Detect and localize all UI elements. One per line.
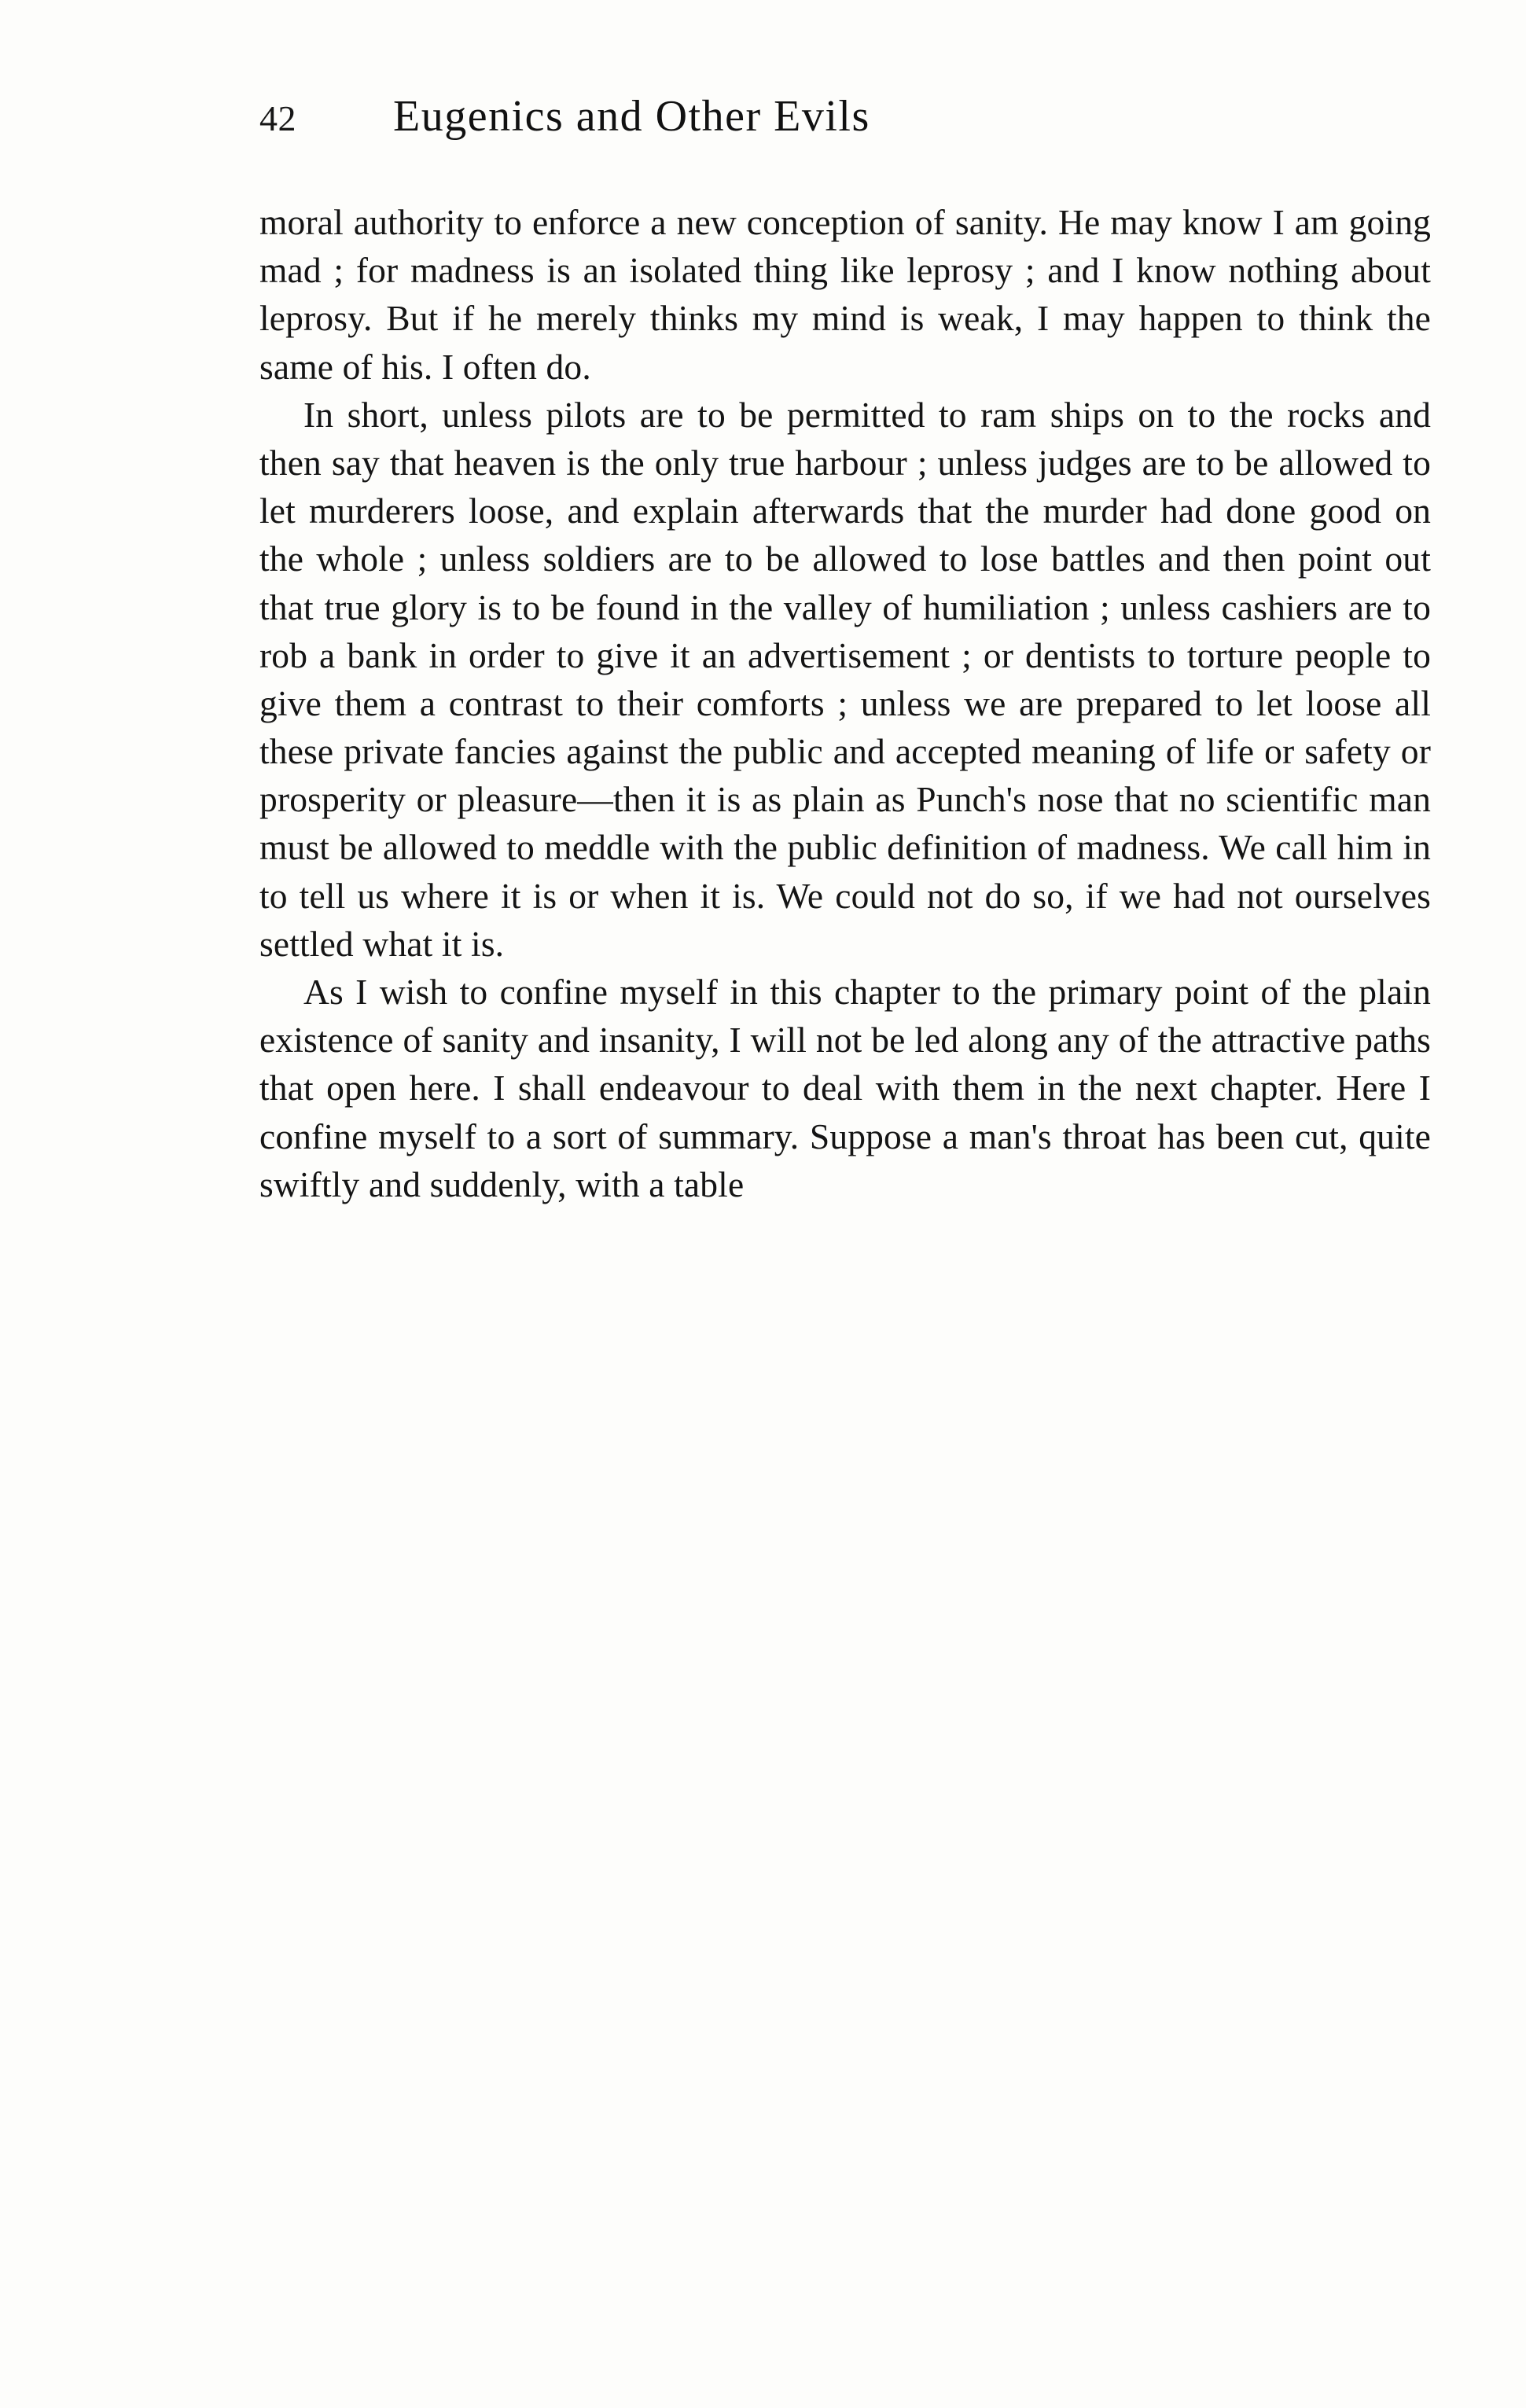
page-number: 42 [259, 98, 296, 138]
body-text [259, 198, 1431, 1208]
book-title: Eugenics and Other Evils [393, 92, 870, 141]
running-head [259, 94, 1431, 149]
paragraph: In short, unless pilots are to be permitted to ram ships on to the rocks and then say that heaven is the only true harbour ; unless judges are to be allowed to let murderers loose, and explain afterwards that the murder had done good on the whole ; unless soldiers are to be allowed to lose battles and then point out that true glory is to be found in the valley of humiliation ; unless cashiers are to rob a bank in order to give it an advertisement ; or dentists to torture people to give them a contrast to their comforts ; unless we are prepared to let loose all these private fancies against the public and accepted meaning of life or safety or prosperity or pleasure—then it is as plain as Punch's nose that no scientific man must be allowed to meddle with the public definition of madness. We call him in to tell us where it is or when it is. We could not do so, if we had not ourselves settled what it is. [259, 394, 1431, 964]
paragraph: As I wish to confine myself in this chapter to the primary point of the plain existence of sanity and insanity, I will not be led along any of the attractive paths that open here. I shall endeavour to deal with them in the next chapter. Here I confine myself to a sort of summary. Suppose a man's throat has been cut, quite swiftly and suddenly, with a table [259, 972, 1431, 1204]
page-content [259, 94, 1431, 1208]
paragraph: moral authority to enforce a new conception of sanity. He may know I am going mad ; for madness is an isolated thing like leprosy ; and I know nothing about leprosy. But if he merely thinks my mind is weak, I may happen to think the same of his. I often do. [259, 202, 1431, 387]
